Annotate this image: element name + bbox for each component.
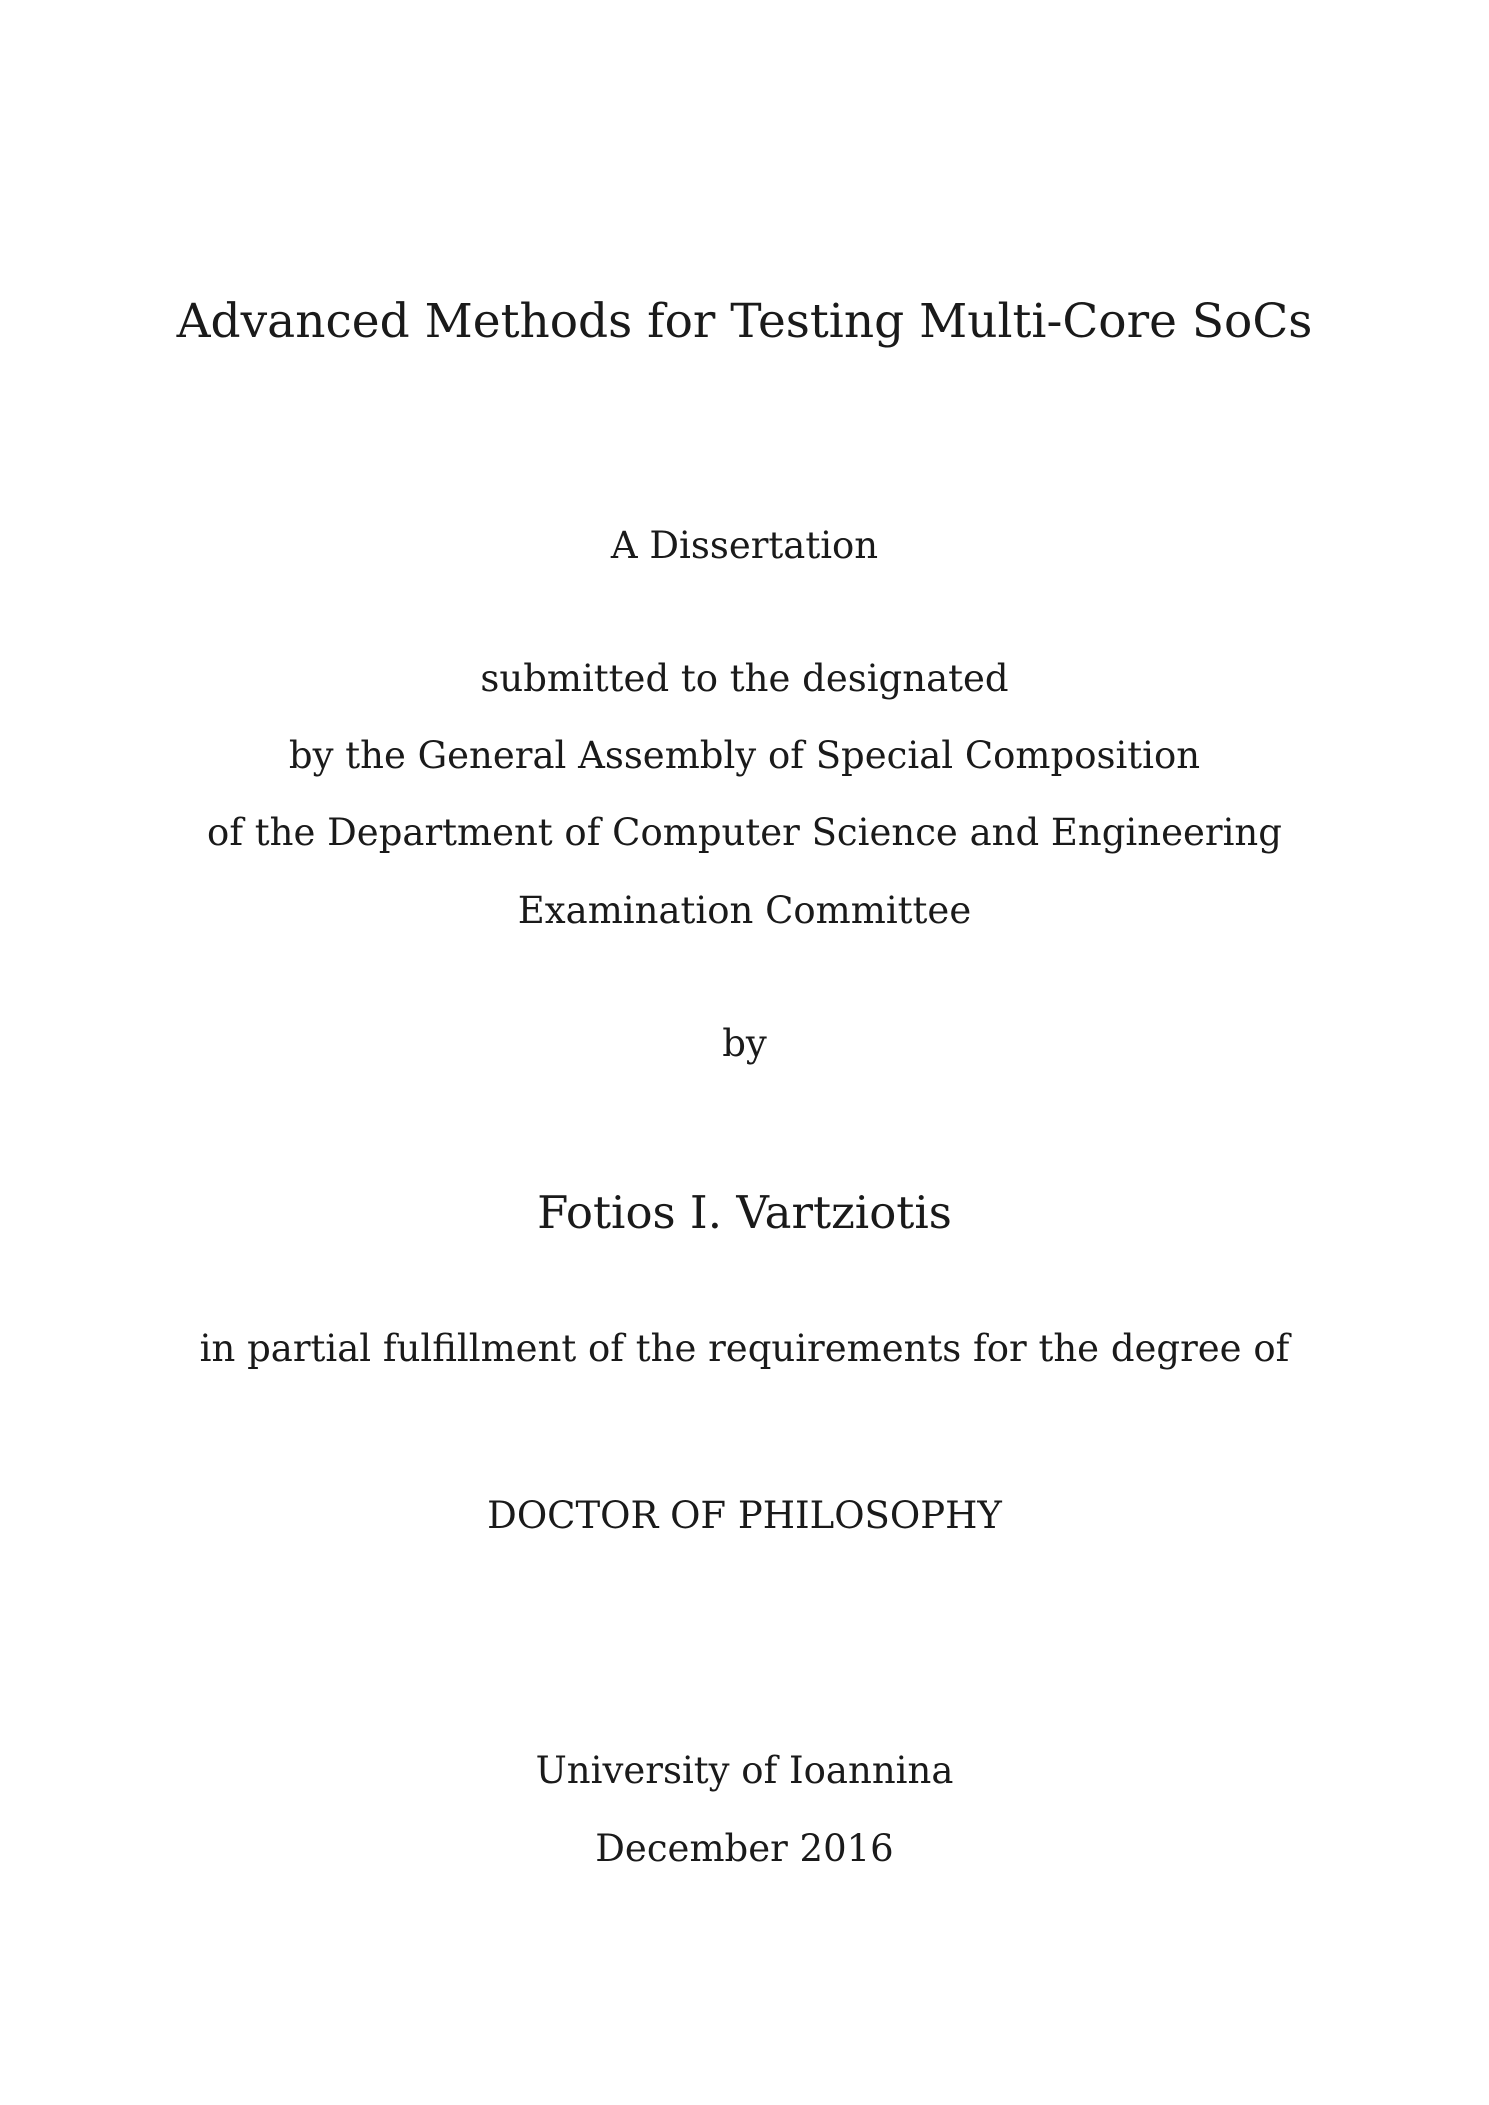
submission-line-4: Examination Committee — [517, 889, 972, 932]
degree-name: DOCTOR OF PHILOSOPHY — [487, 1494, 1002, 1537]
university-name: University of Ioannina — [535, 1749, 954, 1792]
submission-line-1: submitted to the designated — [480, 657, 1009, 700]
submission-date: December 2016 — [595, 1827, 894, 1870]
by-label: by — [722, 1022, 767, 1065]
submission-line-3: of the Department of Computer Science and Engineering — [207, 811, 1282, 854]
fulfillment-statement: in partial fulfillment of the requirements for the degree of — [199, 1327, 1290, 1370]
document-type: A Dissertation — [610, 524, 879, 567]
author-name: Fotios I. Vartziotis — [537, 1186, 952, 1239]
dissertation-title: Advanced Methods for Testing Multi-Core SoCs — [176, 294, 1313, 349]
submission-line-2: by the General Assembly of Special Composition — [288, 734, 1201, 777]
